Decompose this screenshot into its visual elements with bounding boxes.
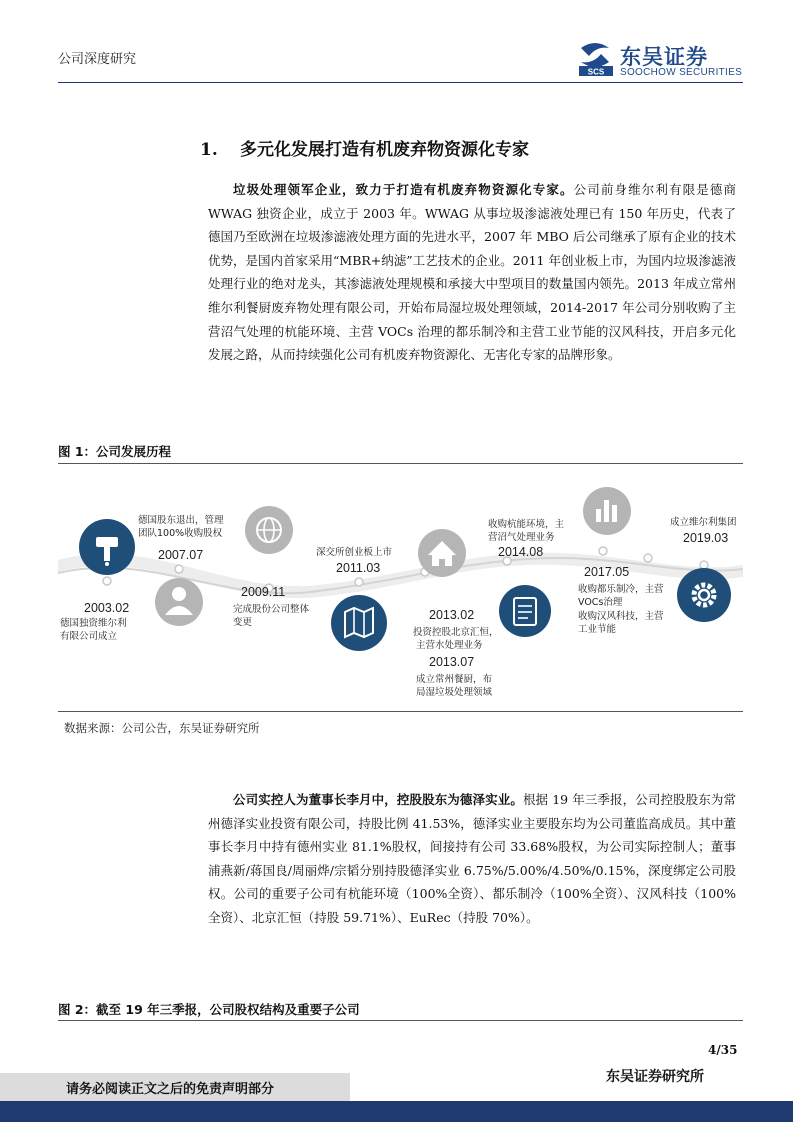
house-icon xyxy=(418,529,466,577)
event-2007-date: 2007.07 xyxy=(158,548,204,562)
header-rule xyxy=(58,82,743,83)
figure-1-bottom-rule xyxy=(58,711,743,712)
user-icon xyxy=(155,578,203,626)
figure-1-source: 数据来源：公司公告，东吴证券研究所 xyxy=(64,721,260,735)
event-2017-text-4: 工业节能 xyxy=(578,624,617,635)
event-2009-text-1: 完成股份公司整体 xyxy=(233,604,310,615)
event-2013a-date: 2013.02 xyxy=(429,608,475,622)
event-2017-date: 2017.05 xyxy=(584,565,630,579)
event-2009-date: 2009.11 xyxy=(241,585,286,599)
timeline-node-2014 xyxy=(599,547,607,555)
event-2014-text-2: 营沼气处理业务 xyxy=(488,532,555,543)
event-2013a-text-1: 投资控股北京汇恒， xyxy=(413,627,499,638)
event-2019-text-1: 成立维尔利集团 xyxy=(670,517,737,528)
paragraph-shareholding xyxy=(208,788,736,930)
timeline-node-2017 xyxy=(644,554,652,562)
event-2011-text-1: 深交所创业板上市 xyxy=(316,547,393,558)
gear-icon xyxy=(677,568,731,622)
event-2013b-text-1: 成立常州餐厨，布 xyxy=(416,674,493,685)
event-2013a-text-2: 主营水处理业务 xyxy=(416,640,483,651)
paragraph-body: 公司前身维尔利有限是德商 WWAG 独资企业，成立于 2003 年。WWAG 从事垃圾渗滤液处理已有 150 年历史，代表了德国乃至欧洲在垃圾渗滤液处理方面的先进水平，2007 年 MBO 后公司继承了原有企业的技术优势，是国内首家采用“MBR+纳滤”工艺技术的企业。2011 年创业板上市，为国内垃圾渗滤液处理行业的绝对龙头，其渗滤液处理规模和承接大中型项目的数量国内领先。2013 年成立常州维尔利餐厨废弃物处理有限公司，开始布局湿垃圾处理领域，2014-2017 年公司分别收购了主营沼气处理的杭能环境、主营 VOCs 治理的都乐制冷和主营工业节能的汉风科技，开启多元化发展之路，从而持续强化公司有机废弃物资源化、无害化专家的品牌形象。 xyxy=(208,182,736,363)
globe-icon xyxy=(245,506,293,554)
paragraph-company-history xyxy=(208,178,736,367)
event-2017-text-1: 收购都乐制冷，主营 xyxy=(578,584,664,595)
event-2003-text-2: 有限公司成立 xyxy=(60,631,118,642)
event-2009-text-2: 变更 xyxy=(233,617,253,628)
event-2011-date: 2011.03 xyxy=(336,561,381,575)
event-2017-text-2: VOCs治理 xyxy=(578,597,623,608)
event-2003-text-1: 德国独资维尔利 xyxy=(60,618,127,629)
bar-chart-icon xyxy=(583,487,631,535)
event-2014-text-1: 收购杭能环境，主 xyxy=(488,519,565,530)
event-2017-text-3: 收购汉风科技，主营 xyxy=(578,611,664,622)
report-type: 公司深度研究 xyxy=(58,52,137,67)
figure-2-top-rule xyxy=(58,1020,743,1021)
page-number: 4/35 xyxy=(708,1043,738,1057)
figure-2-label: 图 2：截至 19 年三季报，公司股权结构及重要子公司 xyxy=(58,1002,360,1017)
timeline-node-2019 xyxy=(700,561,708,569)
paragraph-lead: 垃圾处理领军企业，致力于打造有机废弃物资源化专家。 xyxy=(233,182,574,197)
footer-bar xyxy=(0,1101,793,1122)
event-2014-date: 2014.08 xyxy=(498,545,544,559)
timeline-node-2003 xyxy=(103,577,111,585)
footer-firm-name: 东吴证券研究所 xyxy=(606,1069,704,1085)
footer-disclaimer: 请务必阅读正文之后的免责声明部分 xyxy=(66,1082,275,1097)
logo-mark-text: SCS xyxy=(587,67,605,77)
tap-icon xyxy=(79,519,135,575)
timeline-graphic xyxy=(58,465,743,710)
event-2007-text-1: 德国股东退出，管理 xyxy=(138,515,224,526)
timeline-node-2007 xyxy=(175,565,183,573)
section-title xyxy=(200,135,529,160)
logo-name-en: SOOCHOW SECURITIES xyxy=(620,67,743,78)
paragraph-body: 根据 19 年三季报，公司控股股东为常州德泽实业投资有限公司，持股比例 41.53%，德泽实业主要股东均为公司董监高成员。其中董事长李月中持有德州实业 81.1%股权，间接持有公司 33.68%股权，为公司实际控制人；董事浦燕新/蒋国良/周丽烨/宗韬分别持股德泽实业 6.75%/5.00%/4.50%/0.15%，深度绑定公司股权。公司的重要子公司有杭能环境（100%全资）、都乐制冷（100%全资）、汉风科技（100%全资）、北京汇恒（持股 59.71%）、EuRec（持股 70%）。 xyxy=(208,792,736,925)
event-2019-date: 2019.03 xyxy=(683,531,729,545)
event-2003-date: 2003.02 xyxy=(84,601,130,615)
event-2013b-text-2: 局湿垃圾处理领域 xyxy=(416,687,493,698)
event-2007-text-2: 团队100%收购股权 xyxy=(138,528,223,539)
map-icon xyxy=(331,595,387,651)
event-2013b-date: 2013.07 xyxy=(429,655,475,669)
document-icon xyxy=(499,585,551,637)
figure-1-top-rule xyxy=(58,463,743,464)
timeline-node-2011 xyxy=(355,578,363,586)
logo-name-cn: 东吴证券 xyxy=(620,45,708,69)
section-title-text: 多元化发展打造有机废弃物资源化专家 xyxy=(240,140,529,160)
section-number: 1. xyxy=(200,140,218,160)
paragraph-lead: 公司实控人为董事长李月中，控股股东为德泽实业。 xyxy=(233,792,523,807)
figure-1-label: 图 1：公司发展历程 xyxy=(58,444,172,459)
